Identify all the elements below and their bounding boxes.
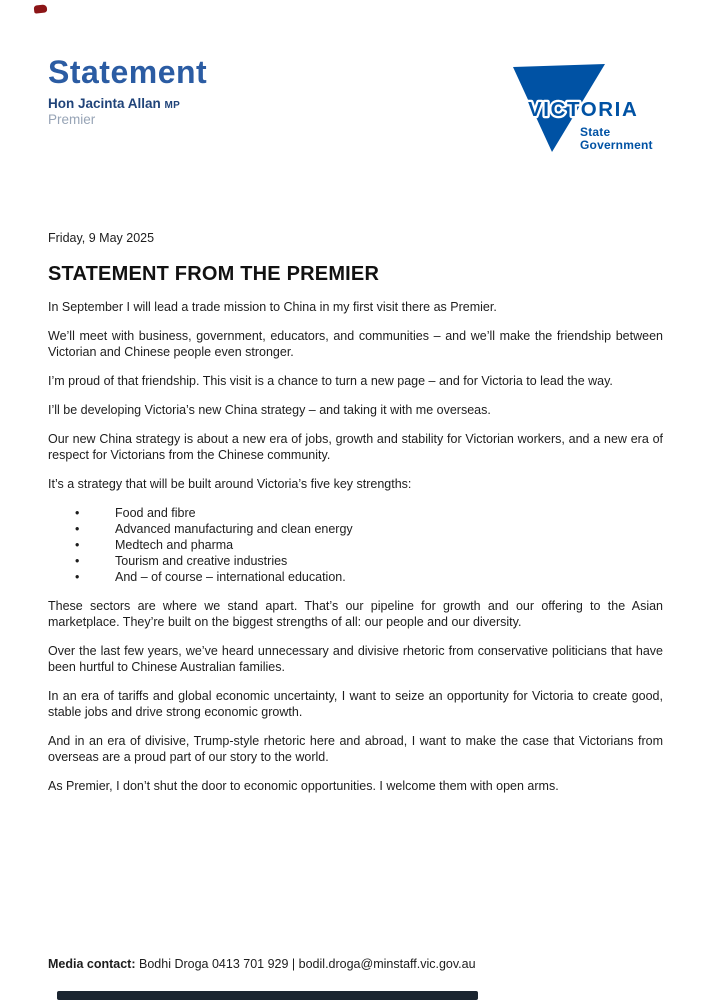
- logo-subtitle-line2: Government: [580, 138, 653, 152]
- media-contact-email: bodil.droga@minstaff.vic.gov.au: [298, 957, 476, 971]
- body-paragraph: These sectors are where we stand apart. That’s our pipeline for growth and our offering to the Asian marketplace. They’re built on the biggest strengths of all: our people and our diversity.: [48, 599, 663, 629]
- contact-separator: |: [291, 957, 296, 971]
- document-body: [0, 230, 710, 794]
- document-header: [0, 0, 710, 160]
- key-strength-item: • Advanced manufacturing and clean energy: [48, 521, 663, 537]
- key-strength-item: • Medtech and pharma: [48, 537, 663, 553]
- author-line: [48, 96, 207, 113]
- victoria-logo-graphic: [500, 60, 665, 155]
- body-paragraph: Our new China strategy is about a new era of jobs, growth and stability for Victorian workers, and a new era of respect for Victorians from the Chinese community.: [48, 432, 663, 462]
- document-date: Friday, 9 May 2025: [48, 231, 155, 245]
- victoria-state-government-logo: [500, 60, 665, 160]
- body-paragraph: I’ll be developing Victoria’s new China strategy – and taking it with me overseas.: [48, 403, 491, 417]
- media-contact-footer: [48, 956, 663, 972]
- body-paragraph: As Premier, I don’t shut the door to economic opportunities. I welcome them with open arms.: [48, 779, 559, 793]
- red-pen-mark: [34, 4, 48, 13]
- media-contact-name-phone: Bodhi Droga 0413 701 929: [139, 957, 289, 971]
- logo-wordmark: VICTORIA: [528, 98, 639, 121]
- body-paragraph: We’ll meet with business, government, educators, and communities – and we’ll make the friendship between Victorian and Chinese people even stronger.: [48, 329, 663, 359]
- body-paragraph: It’s a strategy that will be built around Victoria’s five key strengths:: [48, 477, 412, 491]
- logo-subtitle-line1: State: [580, 125, 611, 139]
- body-paragraph: And in an era of divisive, Trump-style rhetoric here and abroad, I want to make the case that Victorians from overseas are a proud part of our story to the world.: [48, 734, 663, 764]
- author-postnominal: MP: [164, 99, 181, 111]
- key-strengths-list: [48, 505, 663, 585]
- closing-paragraphs: [48, 598, 663, 794]
- author-name: Hon Jacinta Allan: [48, 95, 161, 111]
- masthead-block: [48, 56, 207, 129]
- key-strength-item: • Food and fibre: [48, 505, 663, 521]
- media-contact-label: Media contact:: [48, 957, 136, 971]
- author-role: Premier: [48, 112, 96, 128]
- body-paragraph: In September I will lead a trade mission to China in my first visit there as Premier.: [48, 300, 497, 314]
- intro-paragraphs: [48, 299, 663, 492]
- key-strength-item: • Tourism and creative industries: [48, 553, 663, 569]
- body-paragraph: I’m proud of that friendship. This visit is a chance to turn a new page – and for Victoria to lead the way.: [48, 374, 613, 388]
- body-paragraph: Over the last few years, we’ve heard unnecessary and divisive rhetoric from conservative politicians that have been hurtful to Chinese Australian families.: [48, 644, 663, 674]
- body-paragraph: In an era of tariffs and global economic uncertainty, I want to seize an opportunity for Victoria to create good, stable jobs and drive strong economic growth.: [48, 689, 663, 719]
- masthead-title: Statement: [48, 54, 208, 90]
- document-title: STATEMENT FROM THE PREMIER: [48, 263, 380, 285]
- key-strength-item: • And – of course – international education.: [48, 569, 663, 585]
- bottom-edge-bar: [57, 991, 478, 1000]
